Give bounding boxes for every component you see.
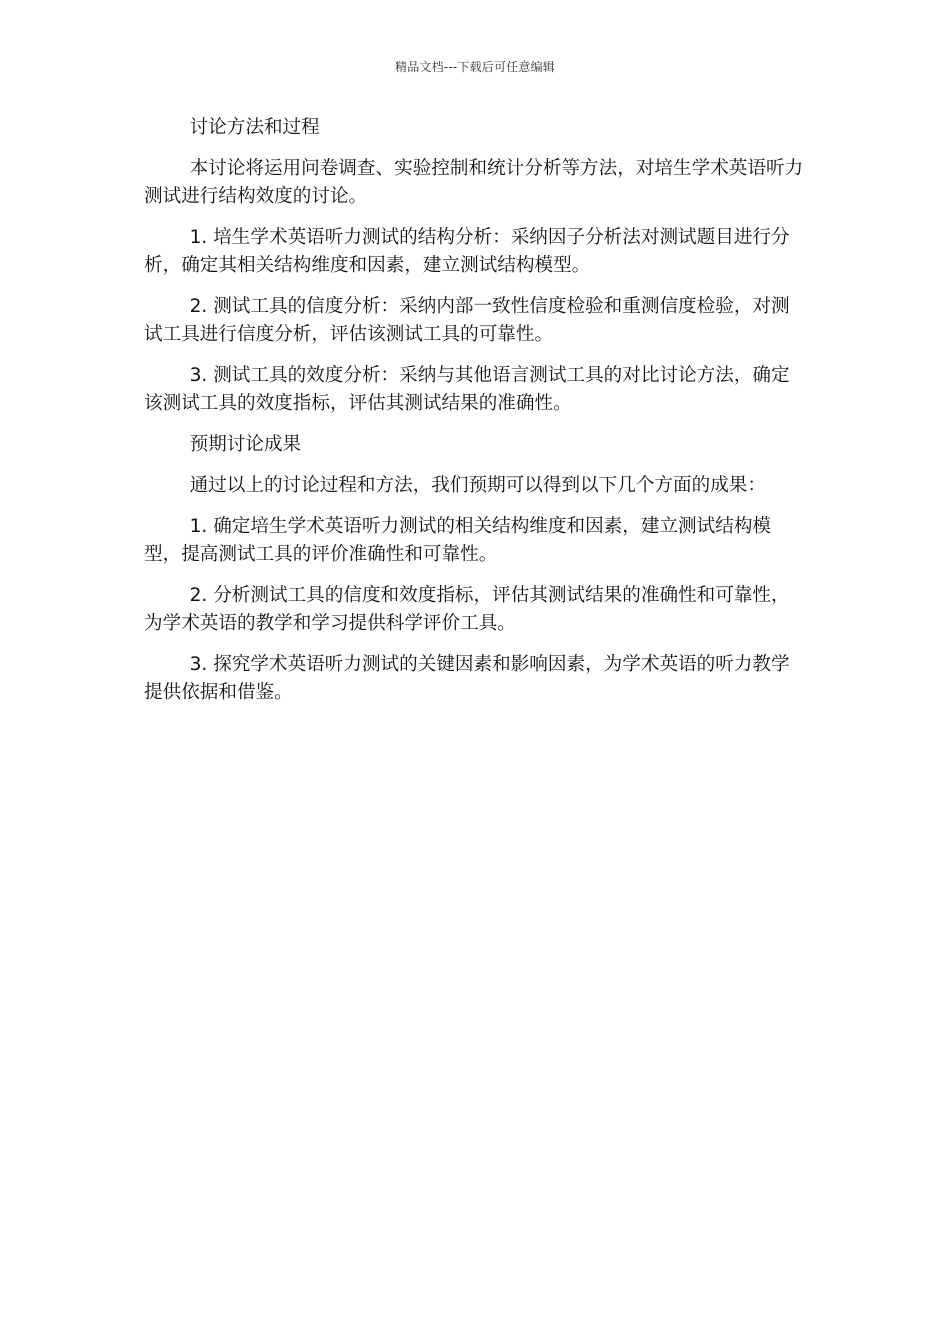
- document-body: [144, 114, 808, 720]
- list-item-validity-analysis: 3. 测试工具的效度分析：采纳与其他语言测试工具的对比讨论方法，确定该测试工具的效度指标，评估其测试结果的准确性。: [144, 365, 790, 414]
- list-item-outcome-1: 1. 确定培生学术英语听力测试的相关结构维度和因素，建立测试结构模型，提高测试工具的评价准确性和可靠性。: [144, 516, 772, 565]
- list-item-reliability-analysis: 2. 测试工具的信度分析：采纳内部一致性信度检验和重测信度检验，对测试工具进行信度分析，评估该测试工具的可靠性。: [144, 296, 790, 345]
- list-item-outcome-3: 3. 探究学术英语听力测试的关键因素和影响因素，为学术英语的听力教学提供依据和借鉴。: [144, 654, 790, 703]
- page-header: 精品文档---下载后可任意编辑: [395, 60, 555, 74]
- paragraph-outcomes-intro: 通过以上的讨论过程和方法，我们预期可以得到以下几个方面的成果：: [189, 475, 766, 496]
- paragraph-intro: 本讨论将运用问卷调查、实验控制和统计分析等方法，对培生学术英语听力测试进行结构效度的讨论。: [144, 158, 804, 207]
- section-heading-methods: 讨论方法和过程: [189, 117, 320, 138]
- list-item-outcome-2: 2. 分析测试工具的信度和效度指标，评估其测试结果的准确性和可靠性，为学术英语的教学和学习提供科学评价工具。: [144, 585, 790, 634]
- list-item-structure-analysis: 1. 培生学术英语听力测试的结构分析：采纳因子分析法对测试题目进行分析，确定其相关结构维度和因素，建立测试结构模型。: [144, 227, 790, 276]
- section-heading-outcomes: 预期讨论成果: [189, 434, 302, 455]
